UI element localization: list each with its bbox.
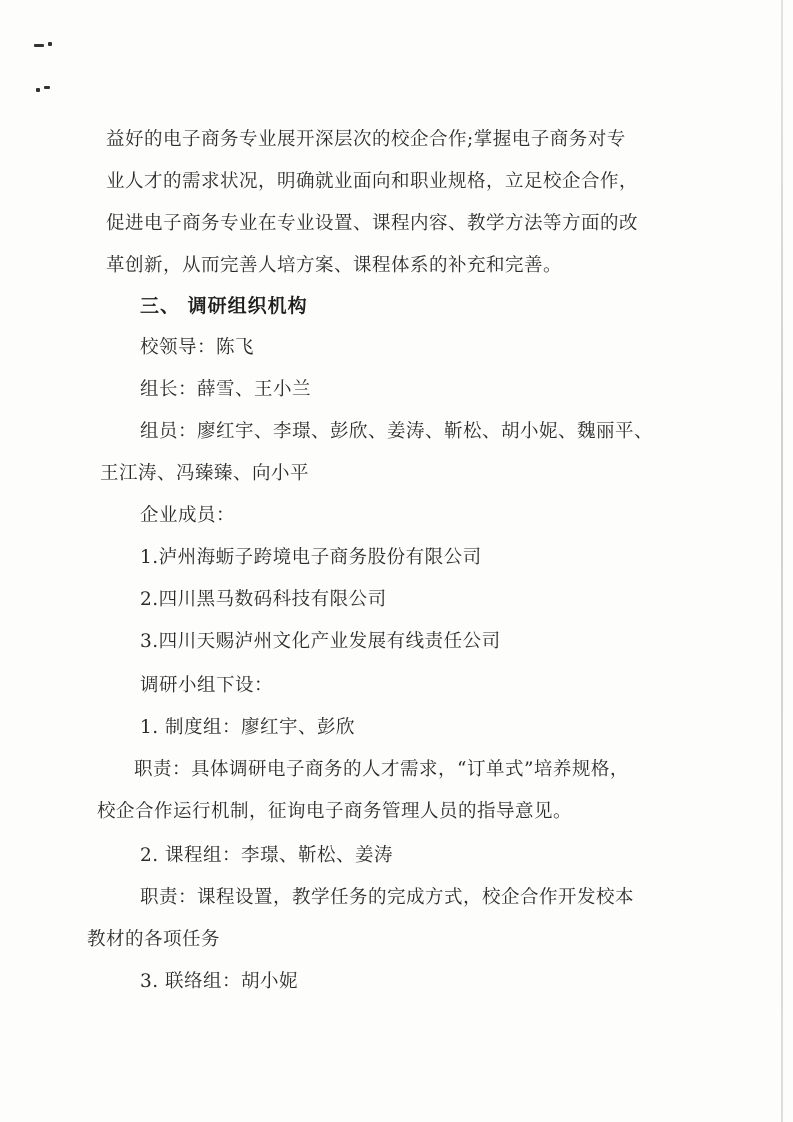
leader-line: 校领导：陈飞 xyxy=(140,337,255,358)
paragraph-line: 业人才的需求状况，明确就业面向和职业规格，立足校企合作， xyxy=(106,171,639,192)
section-heading: 三、 调研组织机构 xyxy=(140,295,308,317)
subgroup-title: 2. 课程组：李璟、靳松、姜涛 xyxy=(140,845,394,866)
scan-speck xyxy=(48,42,52,46)
subgroup-duty-continued: 校企合作运行机制，征询电子商务管理人员的指导意见。 xyxy=(97,801,573,822)
members-line: 组员：廖红宇、李璟、彭欣、姜涛、靳松、胡小妮、魏丽平、 xyxy=(140,421,654,442)
paragraph-line: 促进电子商务专业在专业设置、课程内容、教学方法等方面的改 xyxy=(106,213,639,234)
subgroups-label: 调研小组下设： xyxy=(140,675,274,696)
scan-edge-shadow xyxy=(781,0,783,1122)
scan-speck xyxy=(34,44,44,47)
members-line-continued: 王江涛、冯臻臻、向小平 xyxy=(100,463,310,484)
enterprise-label: 企业成员： xyxy=(140,505,236,526)
enterprise-item: 1.泸州海蛎子跨境电子商务股份有限公司 xyxy=(140,547,482,568)
paragraph-line: 革创新，从而完善人培方案、课程体系的补充和完善。 xyxy=(106,255,563,276)
subgroup-title: 3. 联络组：胡小妮 xyxy=(140,971,299,992)
scan-speck xyxy=(44,86,50,89)
group-leader-line: 组长：薛雪、王小兰 xyxy=(140,379,312,400)
subgroup-title: 1. 制度组：廖红宇、彭欣 xyxy=(140,717,356,738)
enterprise-item: 3.四川天赐泸州文化产业发展有线责任公司 xyxy=(140,631,501,652)
subgroup-duty: 职责：课程设置，教学任务的完成方式，校企合作开发校本 xyxy=(140,887,635,908)
paragraph-line: 益好的电子商务专业展开深层次的校企合作;掌握电子商务对专 xyxy=(106,129,626,150)
enterprise-item: 2.四川黑马数码科技有限公司 xyxy=(140,589,387,610)
subgroup-duty: 职责：具体调研电子商务的人才需求，“订单式”培养规格， xyxy=(134,759,629,780)
scan-speck xyxy=(36,88,40,92)
subgroup-duty-continued: 教材的各项任务 xyxy=(87,929,221,950)
